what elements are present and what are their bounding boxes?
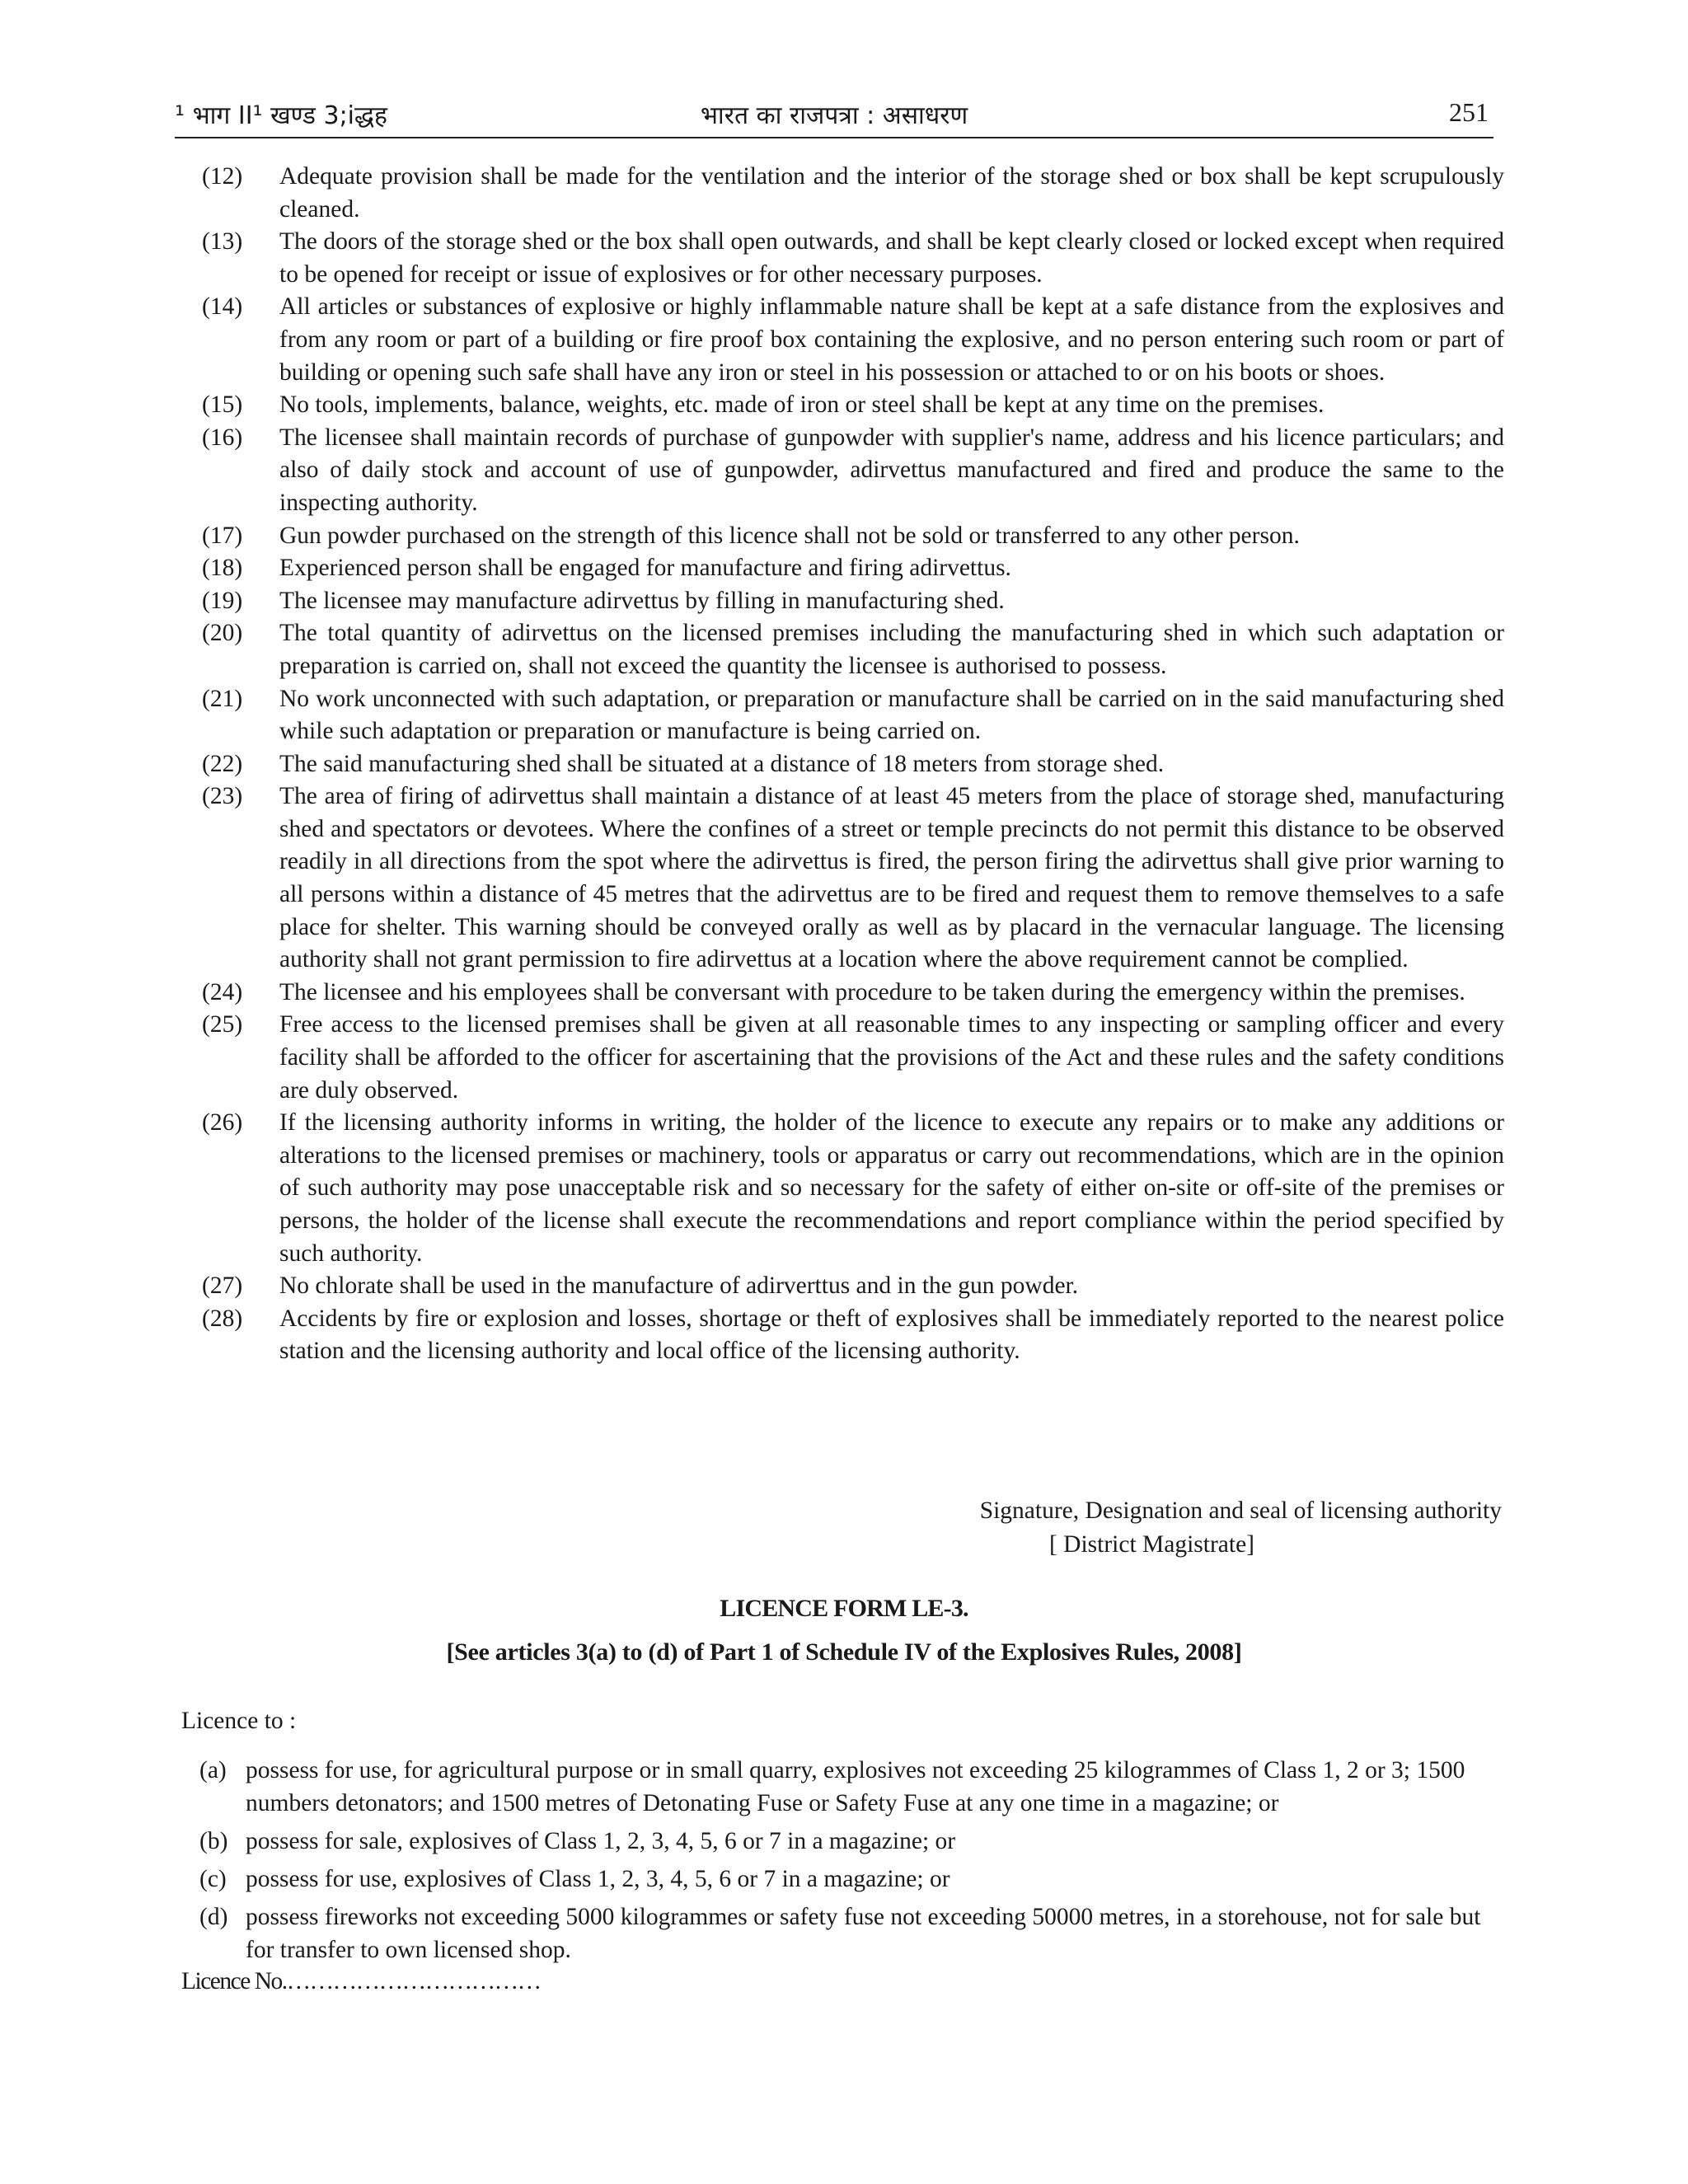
licence-option-letter: (c) [199, 1866, 227, 1892]
condition-item [202, 977, 1504, 1010]
condition-text: All articles or substances of explosive or highly inflammable nature shall be kept at a safe distance from the explosives and from any room or part of a building or fire proof box containing the explosive, and no person entering such room or part of building or opening such safe shall have any iron or steel in his possession or attached to or on his boots or shoes. [279, 293, 1504, 386]
condition-item [202, 520, 1504, 553]
condition-item [202, 585, 1504, 618]
condition-number: (27) [202, 1272, 243, 1300]
condition-text: No chlorate shall be used in the manufacture of adirverttus and in the gun powder. [279, 1272, 1079, 1300]
licence-option-letter: (d) [199, 1904, 228, 1930]
condition-number: (24) [202, 978, 243, 1005]
condition-text: The area of firing of adirvettus shall maintain a distance of at least 45 meters from the place of storage shed, manufacturing shed and spectators or devotees. Where the confines of a street or temple precincts do not permit this distance to be observed readily in all directions from the spot where the adirvettus is fired, the person firing the adirvettus shall give prior warning to all persons within a distance of 45 metres that the adirvettus are to be fired and request them to remove themselves to a safe place for shelter. This warning should be conveyed orally as well as by placard in the vernacular language. The licensing authority shall not grant permission to fire adirvettus at a location where the above requirement cannot be complied. [279, 783, 1504, 973]
condition-item [202, 1009, 1504, 1107]
condition-text: The licensee may manufacture adirvettus by filling in manufacturing shed. [279, 587, 1005, 614]
condition-text: The licensee shall maintain records of purchase of gunpowder with supplier's name, address and his licence particulars; and also of daily stock and account of use of gunpowder, adirvettus manufactured and fired and produce the same to the inspecting authority. [279, 424, 1504, 516]
condition-number: (21) [202, 685, 243, 712]
header-gazette-title: भारत का राजपत्रा : असाधरण [700, 101, 968, 130]
licence-option-text: possess for sale, explosives of Class 1, 2, 3, 4, 5, 6 or 7 in a magazine; or [246, 1828, 956, 1854]
condition-text: Adequate provision shall be made for the ventilation and the interior of the storage shed or box shall be kept scrupulously cleaned. [279, 163, 1504, 223]
licence-option-letter: (a) [199, 1757, 227, 1783]
condition-item [202, 291, 1504, 389]
header-part-section: ¹ भाग II¹ खण्ड 3;iद्धह [175, 101, 387, 130]
condition-text: Experienced person shall be engaged for manufacture and firing adirvettus. [279, 555, 1011, 582]
condition-number: (16) [202, 424, 243, 451]
condition-text: The said manufacturing shed shall be situated at a distance of 18 meters from storage shed. [279, 750, 1165, 777]
condition-number: (23) [202, 783, 243, 810]
condition-text: Gun powder purchased on the strength of this licence shall not be sold or transferred to any other person. [279, 522, 1300, 549]
condition-number: (25) [202, 1011, 243, 1038]
licence-to-label: Licence to : [181, 1708, 297, 1734]
condition-item [202, 422, 1504, 520]
condition-number: (26) [202, 1109, 243, 1137]
condition-text: No tools, implements, balance, weights, etc. made of iron or steel shall be kept at any time on the premises. [279, 391, 1325, 419]
page-header [175, 97, 1493, 138]
condition-text: Accidents by fire or explosion and losses, shortage or theft of explosives shall be immediately reported to the nearest police station and the licensing authority and local office of the licensing authority. [279, 1305, 1504, 1365]
page-number: 251 [1449, 97, 1489, 127]
condition-text: If the licensing authority informs in writing, the holder of the licence to execute any repairs or to make any additions or alterations to the licensed premises or machinery, tools or apparatus or carry out recommendations, which are in the opinion of such authority may pose unacceptable risk and so necessary for the safety of either on-site or off-site of the premises or persons, the holder of the license shall execute the recommendations and report compliance within the period specified by such authority. [279, 1109, 1504, 1267]
condition-item [202, 1270, 1504, 1303]
condition-number: (20) [202, 620, 243, 647]
condition-item [202, 552, 1504, 585]
condition-text: No work unconnected with such adaptation, or preparation or manufacture shall be carried on in the said manufacturing shed while such adaptation or preparation or manufacture is being carried on. [279, 685, 1504, 745]
condition-item [202, 1107, 1504, 1270]
signature-block [824, 1494, 1502, 1562]
licence-option-item [199, 1825, 1503, 1858]
licence-option-text: possess fireworks not exceeding 5000 kilogrammes or safety fuse not exceeding 50000 metres, in a storehouse, not for sale but for transfer to own licensed shop. [246, 1904, 1481, 1963]
signature-designation: [ District Magistrate] [1048, 1531, 1254, 1558]
condition-number: (17) [202, 522, 243, 549]
condition-number: (19) [202, 587, 243, 614]
licence-option-text: possess for use, for agricultural purpose or in small quarry, explosives not exceeding 25 kilogrammes of Class 1, 2 or 3; 1500 numbers detonators; and 1500 metres of Detonating Fuse or Safety Fuse at any one time in a magazine; or [246, 1757, 1465, 1816]
condition-text: Free access to the licensed premises shall be given at all reasonable times to any inspecting or sampling officer and every facility shall be afforded to the officer for ascertaining that the provisions of the Act and these rules and the safety conditions are duly observed. [279, 1011, 1504, 1104]
condition-item [202, 617, 1504, 682]
form-title: LICENCE FORM LE-3. [720, 1595, 968, 1622]
form-subtitle: [See articles 3(a) to (d) of Part 1 of Schedule IV of the Explosives Rules, 2008] [446, 1638, 1242, 1666]
condition-number: (13) [202, 228, 243, 255]
licence-option-text: possess for use, explosives of Class 1, 2, 3, 4, 5, 6 or 7 in a magazine; or [246, 1866, 950, 1892]
condition-item [202, 161, 1504, 226]
licence-option-item [199, 1900, 1503, 1966]
condition-text: The doors of the storage shed or the box shall open outwards, and shall be kept clearly closed or locked except when required to be opened for receipt or issue of explosives or for other necessary purposes. [279, 228, 1504, 288]
licence-option-item [199, 1863, 1503, 1896]
condition-number: (12) [202, 163, 243, 190]
condition-number: (22) [202, 750, 243, 777]
condition-item [202, 226, 1504, 291]
condition-item [202, 683, 1504, 748]
condition-item [202, 1303, 1504, 1368]
conditions-list [202, 161, 1504, 1368]
condition-number: (28) [202, 1305, 243, 1332]
condition-number: (14) [202, 293, 243, 321]
condition-text: The licensee and his employees shall be conversant with procedure to be taken during the emergency within the premises. [279, 978, 1465, 1005]
condition-item [202, 389, 1504, 422]
condition-number: (15) [202, 391, 243, 419]
licence-options-list [199, 1754, 1503, 1971]
condition-number: (18) [202, 555, 243, 582]
condition-item [202, 748, 1504, 781]
licence-option-letter: (b) [199, 1828, 228, 1854]
signature-line: Signature, Designation and seal of licensing authority [979, 1497, 1502, 1524]
condition-item [202, 780, 1504, 977]
condition-text: The total quantity of adirvettus on the licensed premises including the manufacturing shed in which such adaptation or preparation is carried on, shall not exceed the quantity the licensee is authorised to possess. [279, 620, 1504, 679]
licence-number-field: Licence No.…………………………… [181, 1968, 541, 1994]
licence-option-item [199, 1754, 1503, 1820]
